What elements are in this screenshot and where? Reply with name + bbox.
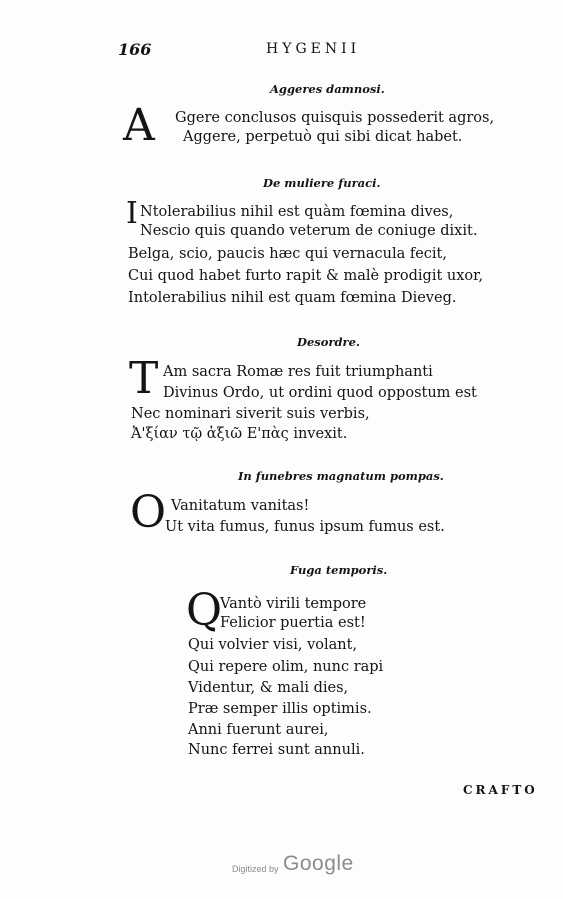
poem-line: Ἀ'ξίαν τῷ ἀξιῶ E'πὰς invexit.: [131, 426, 348, 442]
poem-line: Nunc ferrei sunt annuli.: [188, 742, 365, 758]
poem-line: Cui quod habet furto rapit & malè prodigit uxor,: [128, 268, 484, 284]
poem-line: Aggere, perpetuò qui sibi dicat habet.: [183, 129, 463, 145]
poem-line: Qui repere olim, nunc rapi: [188, 659, 384, 675]
poem-line: Ut vita fumus, funus ipsum fumus est.: [165, 519, 445, 535]
poem-line: Belga, scio, paucis hæc qui vernacula fecit,: [128, 246, 447, 262]
poem-line: Præ semper illis optimis.: [188, 701, 372, 717]
digitized-by-label: Digitized by: [232, 864, 279, 874]
poem-line: Vantò virili tempore: [220, 596, 367, 612]
poem-line: Nescio quis quando veterum de coniuge dixit.: [140, 223, 478, 239]
poem-line: Anni fuerunt aurei,: [188, 722, 329, 738]
poem-line: Felicior puertia est!: [220, 615, 366, 631]
page-number: 166: [118, 40, 152, 59]
running-head: HYGENII: [266, 41, 361, 57]
poem-line: Divinus Ordo, ut ordini quod oppostum est: [163, 385, 477, 401]
poem-line: Am sacra Romæ res fuit triumphanti: [163, 364, 433, 380]
poem-line: Videntur, & mali dies,: [188, 680, 349, 696]
drop-cap: Q: [186, 585, 223, 636]
poem-line: Vanitatum vanitas!: [171, 498, 310, 514]
poem-title: Fuga temporis.: [290, 563, 388, 577]
drop-cap: T: [129, 353, 159, 404]
poem-title: In funebres magnatum pompas.: [238, 469, 444, 483]
poem-title: De muliere furaci.: [263, 176, 381, 190]
drop-cap: A: [123, 100, 155, 151]
google-watermark: Google: [283, 852, 354, 875]
poem-line: Qui volvier visi, volant,: [188, 637, 358, 653]
poem-title: Aggeres damnosi.: [270, 82, 385, 96]
drop-cap: I: [126, 196, 138, 231]
catchword: CRAFTO: [463, 783, 538, 797]
poem-line: Intolerabilius nihil est quam fœmina Dieveg.: [128, 290, 457, 306]
poem-line: Ntolerabilius nihil est quàm fœmina dives,: [140, 204, 454, 220]
poem-line: Ggere conclusos quisquis possederit agros,: [175, 110, 495, 126]
poem-title: Desordre.: [297, 335, 360, 349]
drop-cap: O: [130, 487, 167, 538]
poem-line: Nec nominari siverit suis verbis,: [131, 406, 370, 422]
